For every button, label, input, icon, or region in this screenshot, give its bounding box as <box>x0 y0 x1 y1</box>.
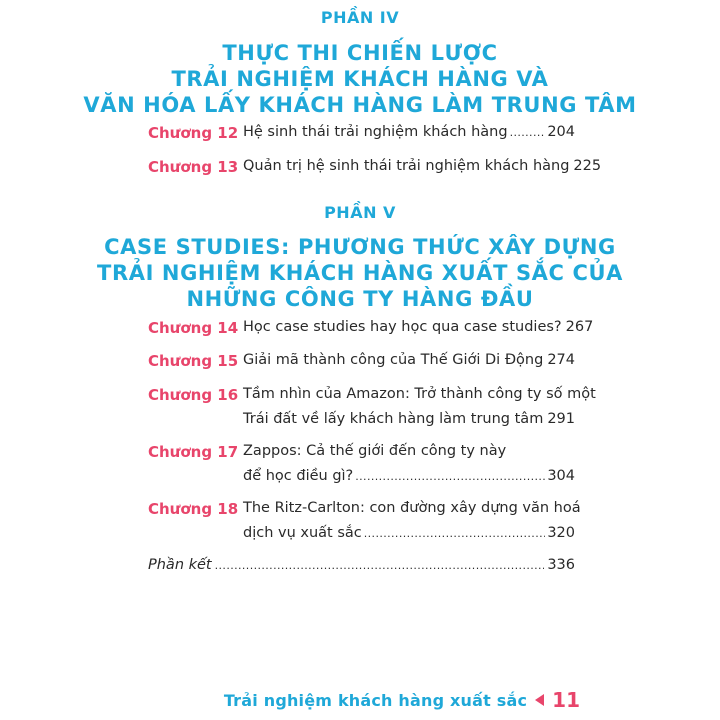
chapter-title-line <box>243 411 575 433</box>
chapter-title-line <box>243 158 602 180</box>
triangle-left-icon <box>535 694 544 706</box>
chapter-number: Chương 14 <box>148 319 239 337</box>
chapter-title-continued: để học điều gì? <box>243 468 354 484</box>
chapter-title-line <box>243 124 575 146</box>
footer-page-number: 11 <box>552 688 580 712</box>
page-number: 304 <box>547 468 575 484</box>
part-5-title-line: NHỮNG CÔNG TY HÀNG ĐẦU <box>186 287 534 311</box>
toc-entry-epilogue[interactable] <box>148 557 575 579</box>
part-4-title-line: TRẢI NGHIỆM KHÁCH HÀNG VÀ <box>171 67 549 91</box>
page-number: 320 <box>547 525 575 541</box>
chapter-title: Tầm nhìn của Amazon: Trở thành công ty số một <box>243 386 596 402</box>
toc-entry-chapter-16[interactable] <box>148 386 596 442</box>
chapter-number: Chương 18 <box>148 500 239 518</box>
chapter-number: Chương 12 <box>148 124 239 142</box>
chapter-title-line <box>243 386 596 408</box>
toc-entry-chapter-17[interactable] <box>148 443 575 499</box>
chapter-title: Zappos: Cả thế giới đến công ty này <box>243 443 507 459</box>
part-5-title-line: TRẢI NGHIỆM KHÁCH HÀNG XUẤT SẮC CỦA <box>97 261 623 285</box>
part-4-title <box>0 40 720 118</box>
page-number: 274 <box>547 352 576 368</box>
dot-leader <box>355 470 545 483</box>
chapter-number: Chương 17 <box>148 443 239 461</box>
part-5-title <box>0 234 720 312</box>
dot-leader <box>510 126 546 139</box>
page-footer <box>0 688 580 712</box>
toc-entry-chapter-14[interactable] <box>148 319 594 341</box>
chapter-number: Chương 13 <box>148 158 239 176</box>
chapter-title: Hệ sinh thái trải nghiệm khách hàng <box>243 124 508 140</box>
chapter-title-line <box>243 443 575 465</box>
toc-entry-chapter-12[interactable] <box>148 124 575 146</box>
page-number: 204 <box>547 124 575 140</box>
chapter-title: The Ritz-Carlton: con đường xây dựng văn hoá <box>243 500 581 516</box>
chapter-title: Quản trị hệ sinh thái trải nghiệm khách hàng <box>243 158 570 174</box>
chapter-title-line <box>243 352 575 374</box>
chapter-number: Chương 15 <box>148 352 239 370</box>
dot-leader <box>215 559 545 572</box>
part-4-label: PHẦN IV <box>320 8 400 27</box>
dot-leader <box>364 527 546 540</box>
page-number: 336 <box>547 557 575 573</box>
toc-entry-chapter-15[interactable] <box>148 352 575 374</box>
part-5-title-line: CASE STUDIES: PHƯƠNG THỨC XÂY DỰNG <box>104 235 616 259</box>
chapter-title-line <box>243 525 575 547</box>
page-number: 225 <box>573 158 602 174</box>
toc-entry-chapter-13[interactable] <box>148 158 602 180</box>
toc-entry-chapter-18[interactable] <box>148 500 581 556</box>
chapter-title-continued: Trái đất về lấy khách hàng làm trung tâm <box>243 411 544 427</box>
epilogue-label: Phần kết <box>148 557 212 573</box>
part-4-title-line: VĂN HÓA LẤY KHÁCH HÀNG LÀM TRUNG TÂM <box>83 93 637 117</box>
part-5-label: PHẦN V <box>324 203 396 222</box>
chapter-title-line <box>243 500 581 522</box>
page-number: 291 <box>547 411 576 427</box>
chapter-title-line <box>243 319 594 341</box>
chapter-title: Học case studies hay học qua case studies? <box>243 319 562 335</box>
chapter-number: Chương 16 <box>148 386 239 404</box>
chapter-title-line <box>243 468 575 490</box>
page-number: 267 <box>565 319 594 335</box>
footer-book-title: Trải nghiệm khách hàng xuất sắc <box>223 690 528 710</box>
part-4-title-line: THỰC THI CHIẾN LƯỢC <box>222 41 498 65</box>
chapter-title: Giải mã thành công của Thế Giới Di Động <box>243 352 544 368</box>
chapter-title-continued: dịch vụ xuất sắc <box>243 525 362 541</box>
